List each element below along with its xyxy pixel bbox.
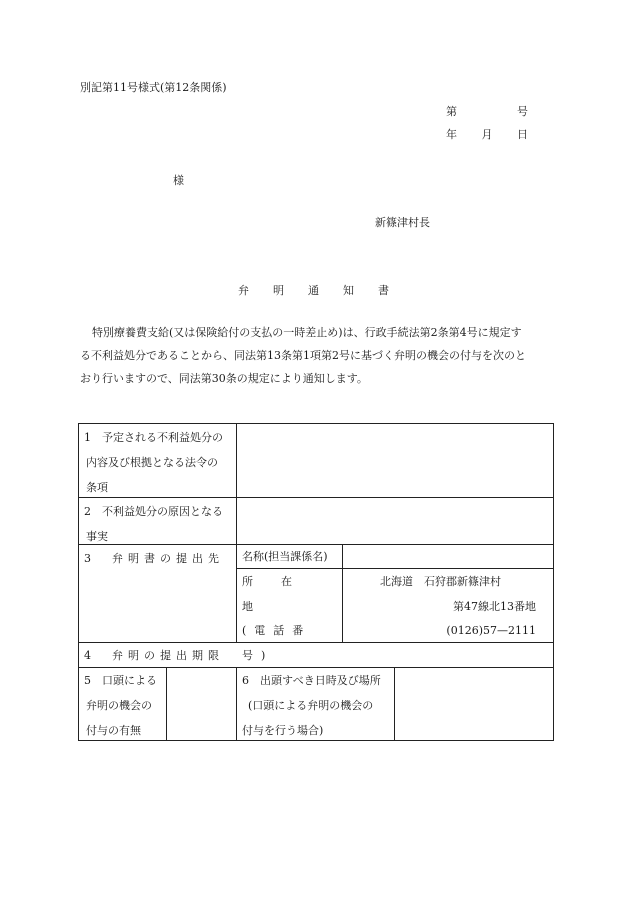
row3-label: 3 弁明書の提出先 [84,552,224,565]
body-line-1: 特別療養費支給(又は保険給付の支払の一時差止め)は、行政手続法第2条第4号に規定す [92,326,522,339]
row1-label: 1 予定される不利益処分の 内容及び根拠となる法令の 条項 [84,431,223,494]
row2-label: 2 不利益処分の原因となる 事実 [84,505,223,543]
table-border-left [78,423,79,741]
form-header: 別記第11号様式(第12条関係) [80,81,227,94]
document-number-suffix: 号 [517,105,528,118]
table-divider [394,667,395,740]
document-date [446,129,528,140]
table-divider [236,423,237,642]
row5-label: 5 口頭による 弁明の機会の 付与の有無 [84,674,157,737]
table-border-right [553,423,554,741]
address-line-1: 北海道 石狩郡新篠津村 [380,575,501,588]
date-day: 日 [517,128,528,141]
row4-label: 4 弁明の提出期限 [84,649,224,662]
address-line-2: 第47線北13番地 [453,600,536,613]
sender: 新篠津村長 [375,216,430,229]
body-line-3: おり行いますので、同法第30条の規定により通知します。 [80,372,368,385]
phone-label: (電話番号) [242,624,312,662]
phone-number: (0126)57—2111 [446,624,536,637]
date-year: 年 [446,128,457,141]
addressee-suffix: 様 [173,174,184,187]
table-divider [166,667,167,740]
table-divider [342,544,343,642]
document-title: 弁明通知書 [238,284,413,297]
date-month: 月 [481,128,493,141]
body-line-2: る不利益処分であることから、同法第13条第1項第2号に基づく弁明の機会の付与を次のと [80,349,526,362]
table-border-top [78,423,553,424]
address-label: 所在地 [242,575,320,613]
name-label: 名称(担当課係名) [242,550,328,563]
document-number [446,106,528,117]
row6-label: 6 出頭すべき日時及び場所 (口頭による弁明の機会の 付与を行う場合) [242,674,381,737]
document-number-prefix: 第 [446,105,457,118]
table-divider [236,667,237,740]
